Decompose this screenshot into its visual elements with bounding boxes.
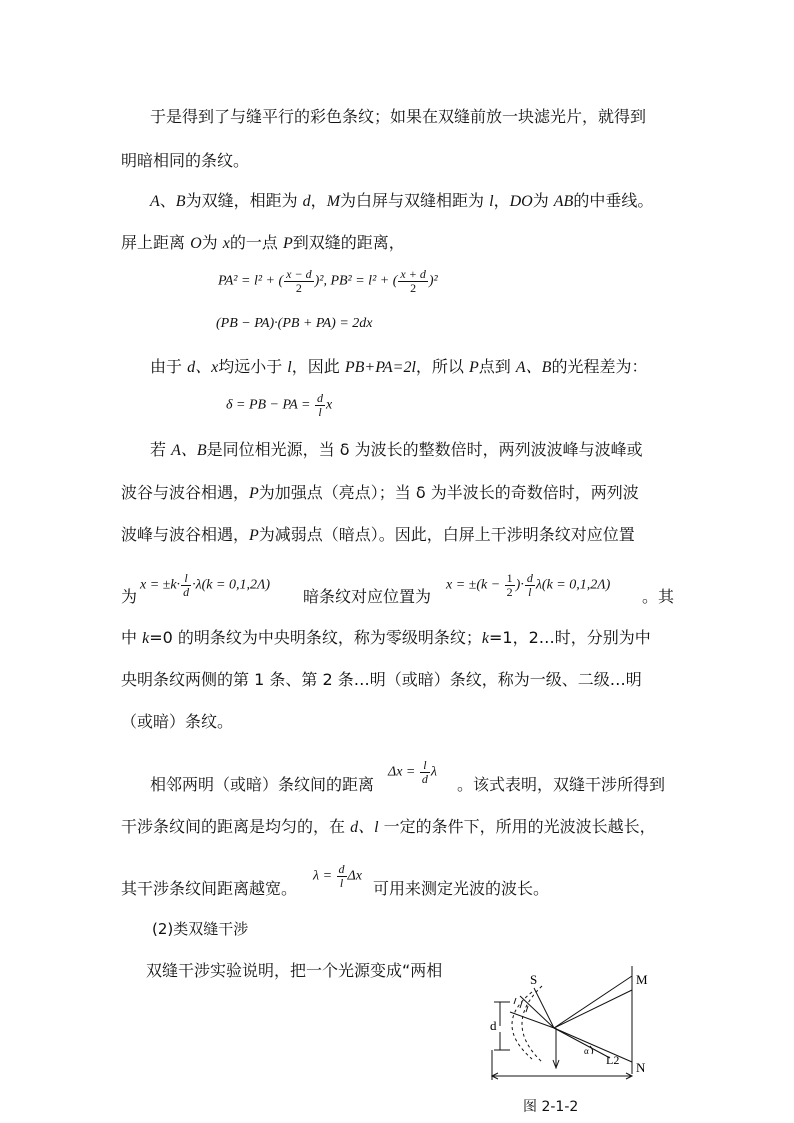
fraction xyxy=(284,268,313,295)
paragraph-6-line-1 xyxy=(146,960,442,982)
denominator: l xyxy=(318,405,322,419)
denominator: d xyxy=(421,772,428,786)
double-slit-figure xyxy=(480,962,670,1087)
text: 为加强点（亮点）；当 δ 为半波长的奇数倍时，两列波 xyxy=(258,483,639,502)
eq-part: PA² = l² + ( xyxy=(218,273,284,289)
text: 中 xyxy=(121,628,143,647)
text: 屏上距离 xyxy=(121,233,191,252)
eq-part: λ xyxy=(430,764,437,780)
eq-part: Δx = xyxy=(388,764,419,780)
paragraph-1-line-1 xyxy=(150,106,646,128)
text: =1，2…时，分别为中 xyxy=(489,628,651,647)
formula-dark-fringe xyxy=(446,572,610,599)
paragraph-1-line-2 xyxy=(121,150,249,172)
hatch xyxy=(520,1002,522,1008)
text: 若 xyxy=(150,440,172,459)
numerator: l xyxy=(420,759,430,773)
eq-part: (PB − PA)·(PB + PA) = 2dx xyxy=(216,316,373,331)
var-dl: d、l xyxy=(350,819,379,836)
eq-part: x = ±k· xyxy=(140,577,181,593)
text: 相邻两明（或暗）条纹间的距离 xyxy=(150,775,375,794)
equation-path-difference xyxy=(226,392,332,419)
text: 均远小于 xyxy=(218,357,288,376)
text: 、 xyxy=(159,191,176,210)
paragraph-5-line-1b xyxy=(457,774,665,796)
var-p: P xyxy=(469,359,479,376)
text: 的光程差为： xyxy=(551,357,648,376)
label-n: N xyxy=(636,1060,646,1075)
text: 可用来测定光波的波长。 xyxy=(373,879,550,898)
fraction xyxy=(315,392,325,419)
numerator: d xyxy=(317,391,323,405)
var-k: k xyxy=(481,630,489,647)
paragraph-4-line-6 xyxy=(121,669,642,691)
formula-fringe-spacing xyxy=(388,759,437,786)
eq-part: δ = PB − PA = xyxy=(226,397,314,413)
numerator: 1 xyxy=(506,571,513,585)
numerator: l xyxy=(181,572,191,586)
paragraph-2-line-1 xyxy=(150,190,653,213)
ray-to-n xyxy=(554,1028,632,1062)
numerator: x − d xyxy=(286,267,312,281)
section-title: (2)类双缝干涉 xyxy=(152,920,249,938)
text: 。该式表明，双缝干涉所得到 xyxy=(457,775,666,794)
text: 双缝干涉实验说明，把一个光源变成“两相 xyxy=(146,961,443,980)
eq-part: x xyxy=(326,397,333,413)
eq-part: x = ±(k − xyxy=(446,577,504,593)
text: ，因此 xyxy=(291,357,345,376)
ray-to-m xyxy=(554,976,632,1028)
var-sum: PB+PA=2l xyxy=(344,359,416,376)
text: 为减弱点（暗点）。因此，白屏上干涉明条纹对应位置 xyxy=(258,525,635,544)
denominator: l xyxy=(339,876,344,890)
fraction xyxy=(420,759,430,786)
formula-wavelength xyxy=(313,863,362,890)
eq-part: λ(k = 0,1,2Λ) xyxy=(535,577,611,593)
text: =0 的明条纹为中央明条纹，称为零级明条纹； xyxy=(149,628,482,647)
var-k: k xyxy=(142,630,150,647)
ray-l2 xyxy=(554,1028,610,1058)
text: 由于 xyxy=(150,357,188,376)
paragraph-5-line-1a xyxy=(150,774,374,796)
var-l: l xyxy=(489,193,494,210)
var-b: B xyxy=(175,193,186,210)
text: 是同位相光源，当 δ 为波长的整数倍时，两列波波峰与波峰或 xyxy=(206,440,643,459)
denominator: 2 xyxy=(410,281,417,295)
equation-product xyxy=(216,316,373,332)
label-d: d xyxy=(490,1018,497,1033)
paragraph-4-line-3 xyxy=(121,524,635,547)
var-p: P xyxy=(249,527,259,544)
paragraph-4-line-2 xyxy=(121,482,639,505)
var-ab: A、B xyxy=(171,442,207,459)
var-p: P xyxy=(282,235,293,252)
paragraph-4-line-5 xyxy=(121,627,651,650)
text: 到双缝的距离， xyxy=(292,233,405,252)
text: 。其 xyxy=(642,587,675,606)
numerator: x + d xyxy=(400,267,426,281)
var-d: d xyxy=(302,193,311,210)
text: （或暗）条纹。 xyxy=(121,712,234,731)
paragraph-4-line-4c xyxy=(642,586,674,608)
denominator: d xyxy=(183,585,190,599)
text: ， xyxy=(310,191,327,210)
label-l2: L2 xyxy=(606,1053,620,1067)
text: 干涉条纹间的距离是均匀的，在 xyxy=(121,817,351,836)
var-l: l xyxy=(287,359,292,376)
text: 一定的条件下，所用的光波波长越长， xyxy=(378,817,656,836)
text: 其干涉条纹间距离越宽。 xyxy=(121,879,298,898)
fraction xyxy=(505,572,515,599)
text: ，所以 xyxy=(415,357,470,376)
denominator: 2 xyxy=(506,585,513,599)
paragraph-5-line-3a xyxy=(121,878,297,900)
fraction xyxy=(398,268,427,295)
denominator: l xyxy=(528,585,532,599)
ray-to-m-2 xyxy=(554,990,632,1028)
text: 央明条纹两侧的第 1 条、第 2 条…明（或暗）条纹，称为一级、二级…明 xyxy=(121,670,642,689)
var-dx: d、x xyxy=(187,359,219,376)
ray-a xyxy=(520,996,554,1028)
var-a: A xyxy=(150,193,160,210)
text: 为双缝，相距为 xyxy=(185,191,303,210)
paragraph-2-line-2 xyxy=(121,232,405,255)
fraction xyxy=(525,572,535,599)
figure-caption: 图 2-1-2 xyxy=(523,1099,579,1115)
var-m: M xyxy=(326,193,341,210)
var-o: O xyxy=(190,235,202,252)
eq-part: Δx xyxy=(347,868,362,884)
section-heading xyxy=(152,918,248,940)
paragraph-5-line-2 xyxy=(121,816,656,839)
fraction xyxy=(181,572,191,599)
paragraph-5-line-3b xyxy=(373,878,549,900)
text: 波谷与波谷相遇， xyxy=(121,483,250,502)
eq-part: ·λ(k = 0,1,2Λ) xyxy=(192,577,271,593)
var-do: DO xyxy=(509,193,533,210)
text: ， xyxy=(493,191,510,210)
paragraph-4-line-1 xyxy=(150,439,643,462)
text: 为 xyxy=(532,191,554,210)
text: 为 xyxy=(121,587,138,606)
paragraph-3-line-1 xyxy=(150,356,647,379)
text: 点到 xyxy=(478,357,516,376)
eq-part: λ = xyxy=(313,868,336,884)
var-ab: AB xyxy=(553,193,574,210)
text: 的中垂线。 xyxy=(573,191,654,210)
numerator: d xyxy=(338,862,345,876)
text: 的一点 xyxy=(229,233,283,252)
var-x: x xyxy=(222,235,230,252)
equation-distances xyxy=(218,268,438,295)
label-alpha: α xyxy=(584,1046,589,1056)
text: 暗条纹对应位置为 xyxy=(303,587,432,606)
text: 明暗相同的条纹。 xyxy=(121,151,250,170)
numerator: d xyxy=(526,571,533,585)
label-m: M xyxy=(636,972,648,987)
text: 为白屏与双缝相距为 xyxy=(340,191,490,210)
var-p: P xyxy=(249,485,259,502)
fraction xyxy=(337,863,347,890)
paragraph-4-line-7 xyxy=(121,711,233,733)
eq-part: )· xyxy=(515,577,524,593)
formula-bright-fringe xyxy=(140,572,270,599)
eq-part: )², PB² = l² + ( xyxy=(314,273,398,289)
hatch xyxy=(514,998,516,1004)
text: 于是得到了与缝平行的彩色条纹；如果在双缝前放一块滤光片，就得到 xyxy=(150,107,647,126)
text: 为 xyxy=(201,233,223,252)
label-s: S xyxy=(530,972,538,987)
denominator: 2 xyxy=(295,281,302,295)
text: 波峰与波谷相遇， xyxy=(121,525,250,544)
eq-part: )² xyxy=(428,273,438,289)
paragraph-4-line-4b xyxy=(303,586,431,608)
paragraph-4-line-4 xyxy=(121,586,137,608)
var-ab: A、B xyxy=(515,359,552,376)
